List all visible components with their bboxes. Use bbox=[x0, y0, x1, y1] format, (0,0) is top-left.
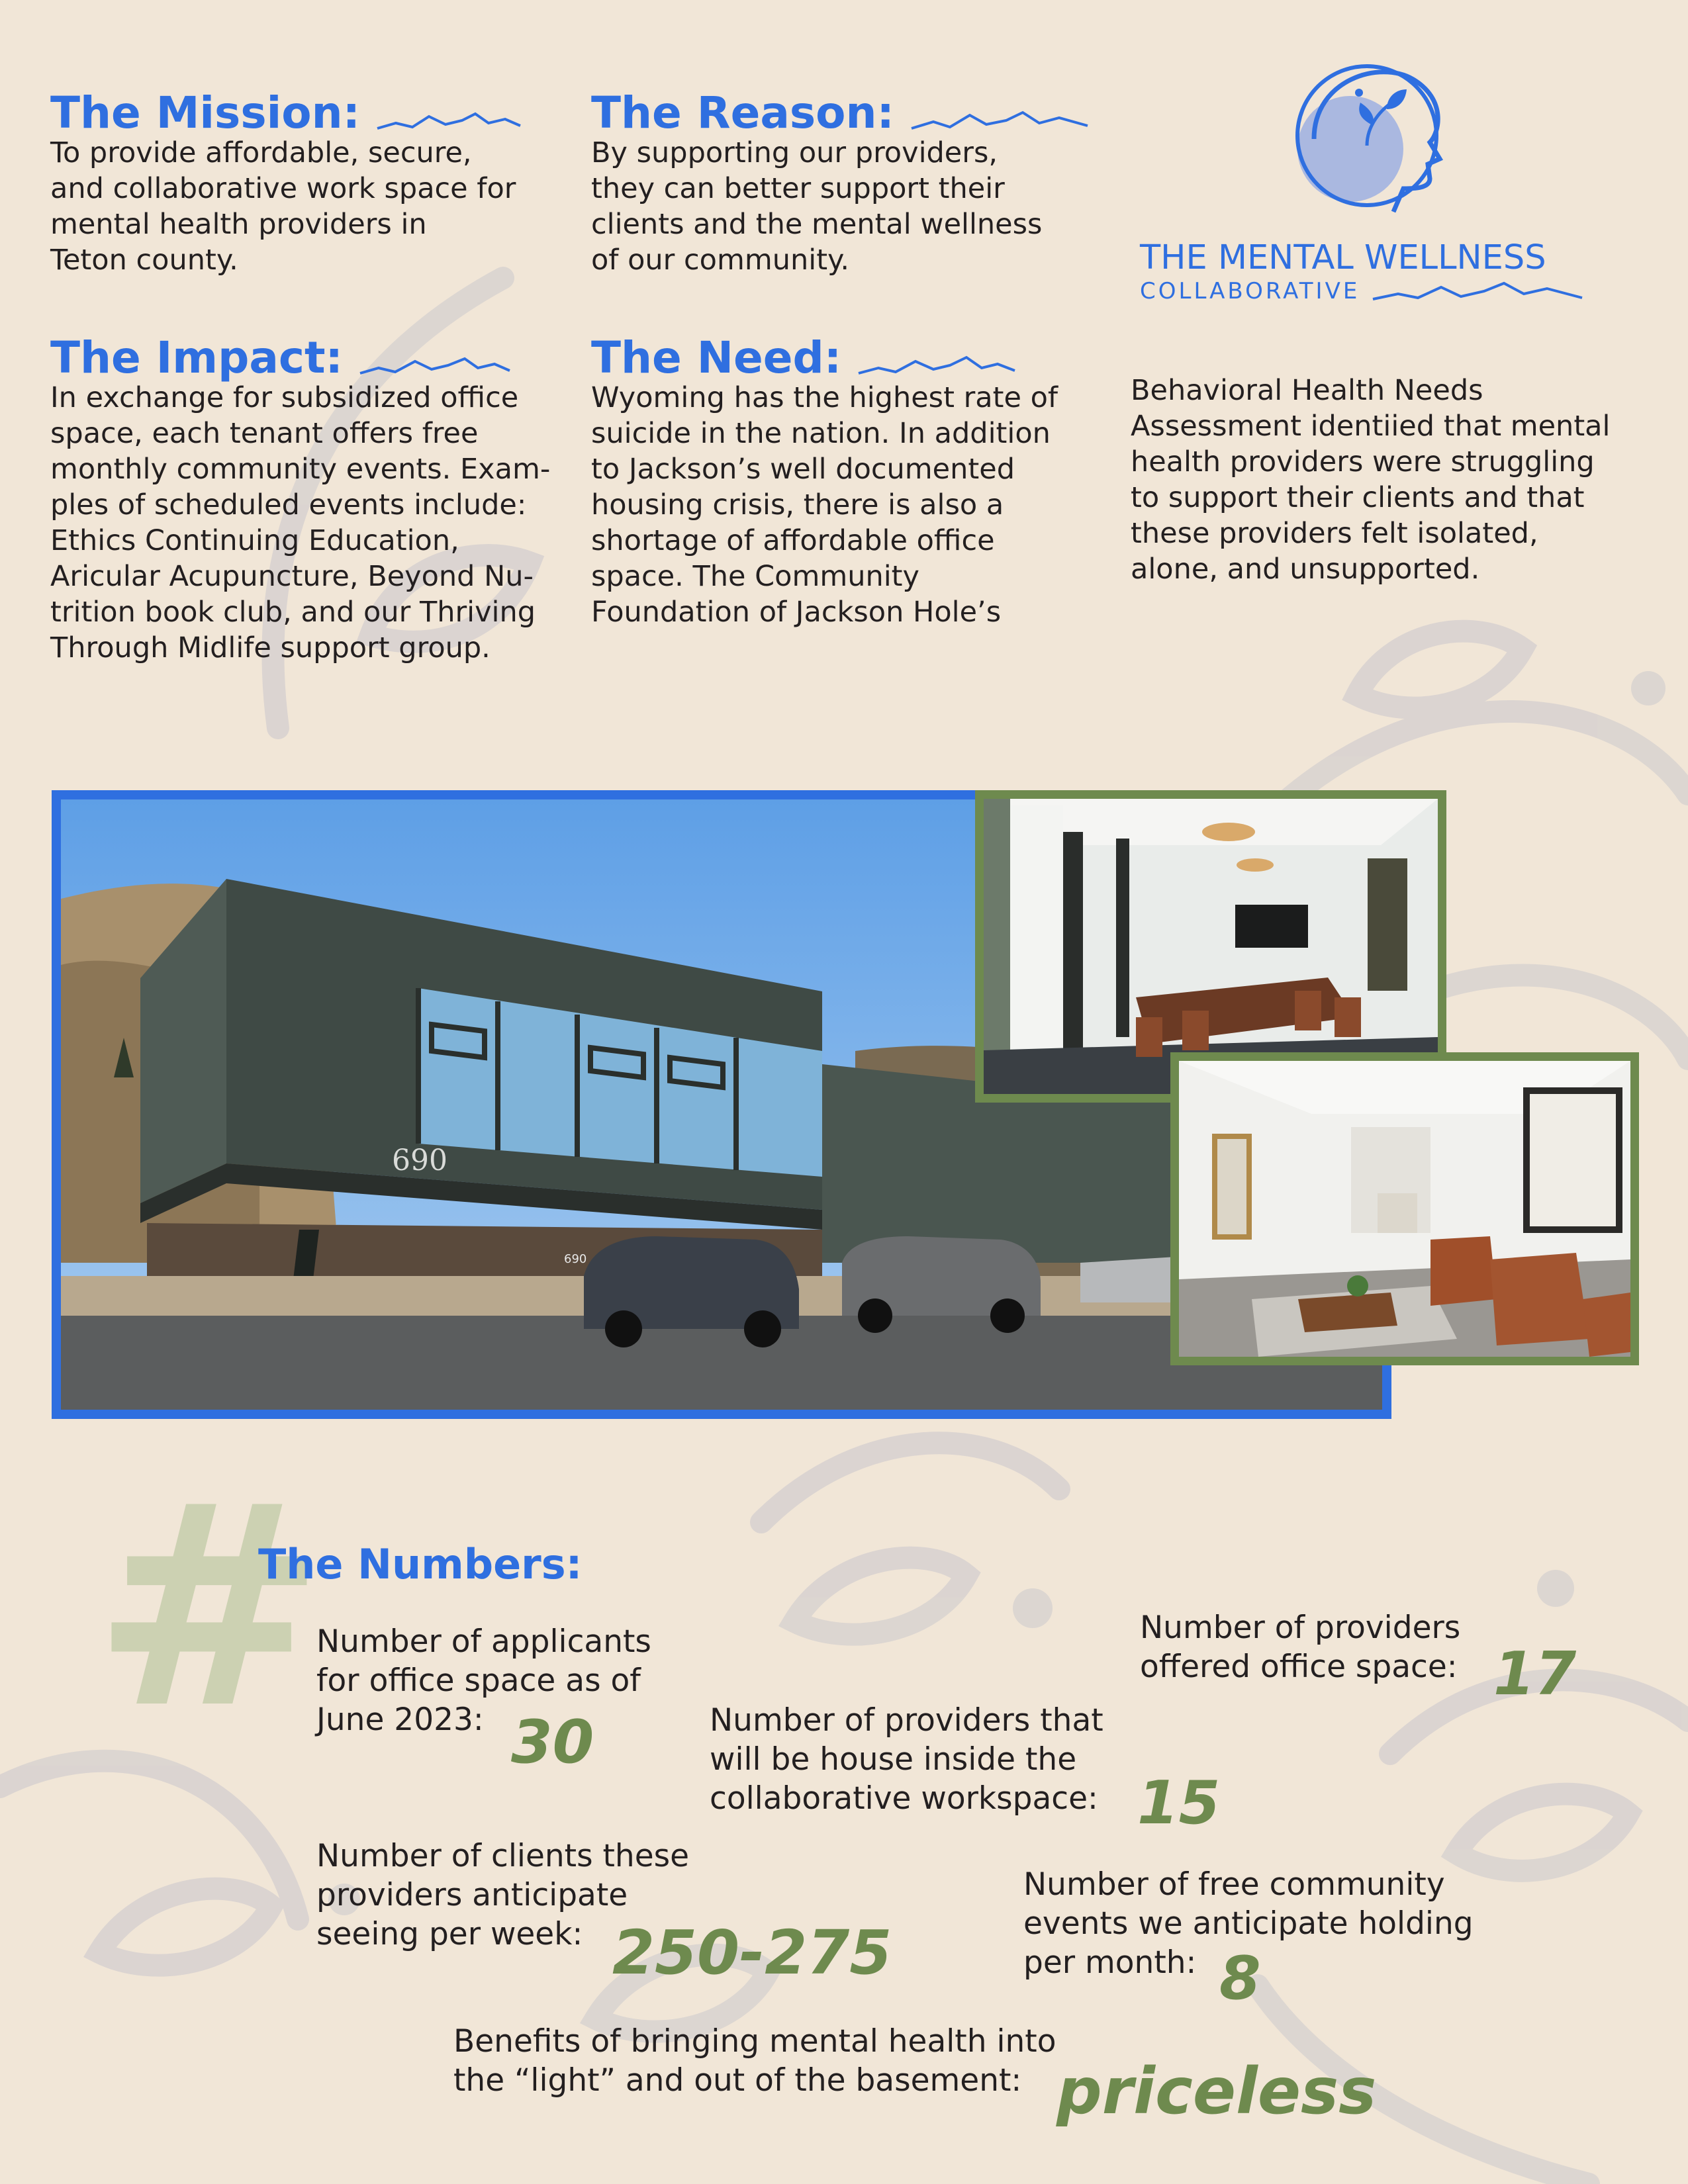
impact-heading bbox=[50, 332, 580, 383]
mission-heading bbox=[50, 87, 553, 138]
mountain-squiggle-icon bbox=[376, 109, 522, 135]
org-name-line2: COLLABORATIVE bbox=[1140, 278, 1360, 304]
stat-applicants-value: 30 bbox=[511, 1707, 594, 1777]
hash-symbol-icon: # bbox=[93, 1446, 326, 1770]
stat-events-label: Number of free community events we anticipate holding per month: bbox=[1023, 1866, 1474, 1981]
impact-text: In exchange for subsidized office space, each tenant offers free monthly community events. Exam- ples of scheduled events include: Ethics Continuing Education, Aricular Acupuncture, Beyond Nu- trition book club, and our Thriving Through Midlife support group. bbox=[50, 381, 551, 664]
need-section bbox=[591, 332, 1121, 630]
lounge-photo bbox=[1170, 1052, 1639, 1365]
head-leaf-logo-icon bbox=[1288, 53, 1466, 218]
need-text: Wyoming has the highest rate of suicide in the nation. In addition to Jackson’s well documented housing crisis, there is also a shortage of affordable office space. The Community Foundation of Jackson Hole’s bbox=[591, 381, 1058, 629]
stat-clients-value: 250-275 bbox=[612, 1917, 892, 1988]
stat-clients-label: Number of clients these providers anticipate seeing per week: bbox=[316, 1838, 690, 1952]
stat-benefits bbox=[453, 2022, 1056, 2100]
need-heading bbox=[591, 332, 1121, 383]
mountain-squiggle-icon bbox=[910, 109, 1089, 135]
mission-text: To provide affordable, secure, and collaborative work space for mental health providers in Teton county. bbox=[50, 136, 516, 277]
stat-housed-label: Number of providers that will be house inside the collaborative workspace: bbox=[710, 1702, 1103, 1817]
building-door-number: 690 bbox=[564, 1252, 587, 1266]
stat-events-value: 8 bbox=[1219, 1944, 1261, 2013]
stat-benefits-label: Benefits of bringing mental health into the “light” and out of the basement: bbox=[453, 2023, 1056, 2099]
impact-title: The Impact: bbox=[50, 332, 343, 383]
building-number: 690 bbox=[392, 1144, 447, 1177]
mission-section bbox=[50, 87, 553, 278]
reason-title: The Reason: bbox=[591, 87, 894, 138]
stat-housed-value: 15 bbox=[1137, 1768, 1221, 1838]
reason-section bbox=[591, 87, 1094, 278]
reason-heading bbox=[591, 87, 1094, 138]
mountain-squiggle-icon bbox=[857, 353, 1016, 380]
mission-title: The Mission: bbox=[50, 87, 360, 138]
stat-offered bbox=[1140, 1608, 1460, 1686]
stat-applicants-label: Number of applicants for office space as of June 2023: bbox=[316, 1623, 651, 1738]
need-title: The Need: bbox=[591, 332, 842, 383]
org-name-line1: THE MENTAL WELLNESS bbox=[1140, 238, 1546, 277]
need-continued-text: Behavioral Health Needs Assessment identiied that mental health providers were struggling to support their clients and that these providers felt isolated, alone, and unsupported. bbox=[1131, 374, 1611, 586]
stat-benefits-value: priceless bbox=[1056, 2054, 1377, 2128]
org-logo bbox=[1125, 53, 1642, 318]
stat-housed bbox=[710, 1701, 1103, 1818]
stat-offered-value: 17 bbox=[1493, 1639, 1577, 1709]
reason-text: By supporting our providers, they can better support their clients and the mental wellness of our community. bbox=[591, 136, 1043, 277]
org-name-line2-row bbox=[1140, 278, 1583, 304]
impact-section bbox=[50, 332, 580, 666]
need-continued-section bbox=[1131, 373, 1660, 587]
mountain-squiggle-icon bbox=[1372, 278, 1583, 304]
mountain-squiggle-icon bbox=[359, 353, 511, 380]
numbers-title: The Numbers: bbox=[258, 1540, 583, 1588]
stat-offered-label: Number of providers offered office space: bbox=[1140, 1610, 1461, 1685]
stat-applicants bbox=[316, 1622, 651, 1739]
